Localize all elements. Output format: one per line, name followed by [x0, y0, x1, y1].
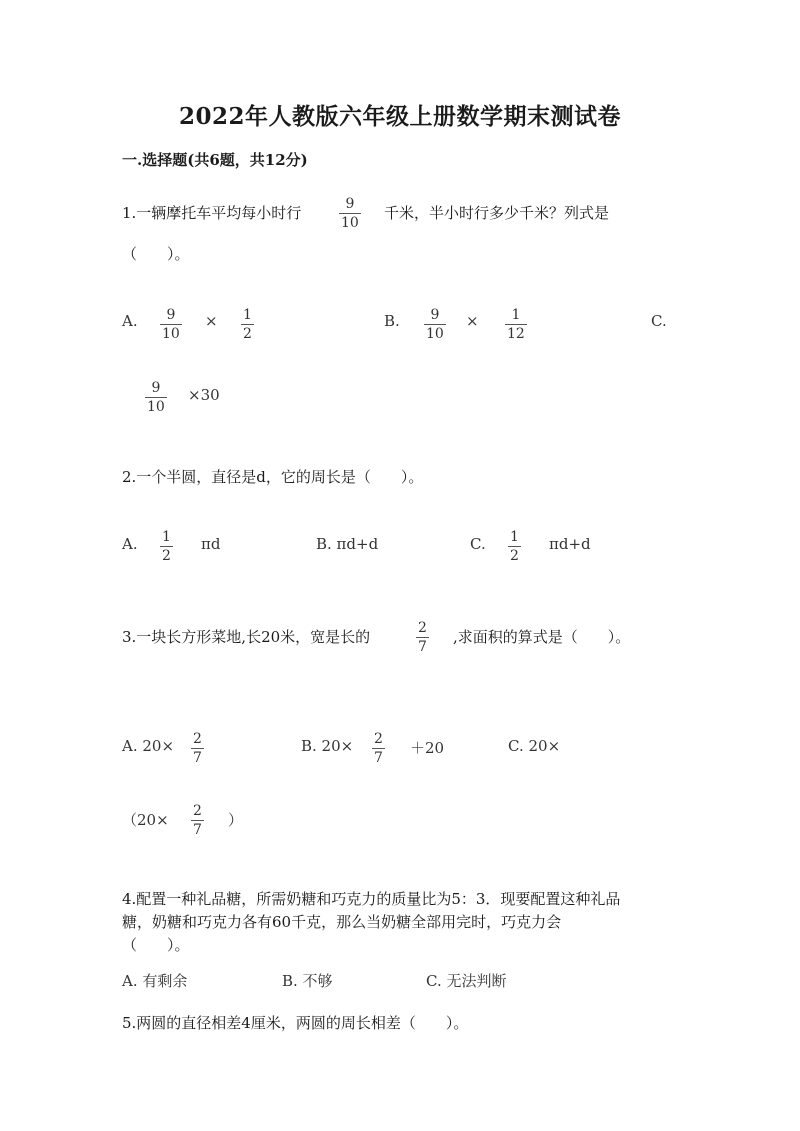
numerator: 1: [162, 529, 171, 545]
denominator: 2: [243, 326, 252, 342]
q3-option-b-label: B. 20×: [301, 737, 354, 755]
q2-option-b: B. πd+d: [316, 535, 379, 553]
q4-text-line-3: （ ）。: [122, 936, 190, 954]
fraction-bar: [416, 637, 429, 638]
q4-option-b: B. 不够: [282, 972, 333, 990]
q2-option-c-fraction: [508, 529, 521, 564]
q1-text-end: 千米，半小时行多少千米？列式是: [384, 204, 610, 222]
fraction-bar: [160, 546, 173, 547]
numerator: 9: [151, 380, 161, 396]
q1-fraction-denominator: 10: [341, 215, 359, 231]
fraction-bar: [505, 324, 527, 325]
numerator: 9: [430, 307, 440, 323]
q2-option-a-fraction: [160, 529, 173, 564]
numerator: 2: [374, 731, 383, 747]
q1-option-a-fraction-2: [241, 307, 254, 342]
q2-text: 2.一个半圆，直径是d，它的周长是（ ）。: [122, 468, 424, 486]
q1-option-c-tail: ×30: [188, 386, 220, 404]
q1-option-b-operator: ×: [466, 312, 479, 330]
fraction-bar: [424, 324, 446, 325]
fraction-bar: [145, 397, 167, 398]
q2-option-c-label: C.: [470, 535, 486, 553]
section-heading: 一.选择题(共6题，共12分): [122, 151, 308, 169]
numerator: 2: [193, 731, 202, 747]
q1-answer-blank: （ ）。: [122, 245, 190, 263]
fraction-bar: [191, 748, 204, 749]
q3-text-start: 3.一块长方形菜地,长20米，宽是长的: [122, 628, 371, 646]
q4-text-line-2: 糖，奶糖和巧克力各有60千克，那么当奶糖全部用完时，巧克力会: [122, 913, 562, 931]
q1-option-a-fraction-1: [160, 307, 182, 342]
denominator: 7: [193, 822, 202, 838]
q4-option-c: C. 无法判断: [426, 972, 507, 990]
numerator: 9: [166, 307, 176, 323]
q2-option-c-tail: πd+d: [549, 535, 591, 553]
numerator: 2: [418, 620, 427, 636]
q1-fraction: [339, 196, 361, 231]
q3-option-c-label: C. 20×: [508, 737, 561, 755]
q1-fraction-numerator: 9: [345, 196, 355, 212]
denominator: 10: [426, 326, 444, 342]
q2-option-a-label: A.: [122, 535, 138, 553]
fraction-bar: [339, 213, 361, 214]
q1-option-a-label: A.: [122, 312, 138, 330]
page-title: 2022年人教版六年级上册数学期末测试卷: [178, 103, 621, 130]
q3-option-a-label: A. 20×: [122, 737, 175, 755]
q3-text-end: ,求面积的算式是（ ）。: [453, 628, 631, 646]
q3-option-a-fraction: [191, 731, 204, 766]
q3-option-c-fraction: [191, 803, 204, 838]
q1-option-c-label: C.: [651, 312, 667, 330]
q1-option-b-label: B.: [384, 312, 400, 330]
denominator: 7: [374, 750, 383, 766]
q4-text-line-1: 4.配置一种礼品糖，所需奶糖和巧克力的质量比为5：3．现要配置这种礼品: [122, 890, 621, 908]
fraction-bar: [241, 324, 254, 325]
q5-text: 5.两圆的直径相差4厘米，两圆的周长相差（ ）。: [122, 1014, 469, 1032]
q3-option-c-close: ）: [228, 811, 244, 829]
q3-fraction: [416, 620, 429, 655]
q4-option-a: A. 有剩余: [122, 972, 188, 990]
fraction-bar: [508, 546, 521, 547]
q3-option-c-continued: （20×: [122, 811, 169, 829]
numerator: 1: [510, 529, 519, 545]
denominator: 2: [162, 548, 171, 564]
fraction-bar: [160, 324, 182, 325]
denominator: 12: [507, 326, 525, 342]
denominator: 2: [510, 548, 519, 564]
q1-option-b-fraction-1: [424, 307, 446, 342]
q3-option-b-fraction: [372, 731, 385, 766]
numerator: 2: [193, 803, 202, 819]
denominator: 10: [162, 326, 180, 342]
fraction-bar: [372, 748, 385, 749]
numerator: 1: [243, 307, 252, 323]
q1-text-start: 1.一辆摩托车平均每小时行: [122, 204, 302, 222]
denominator: 7: [193, 750, 202, 766]
numerator: 1: [511, 307, 521, 323]
q1-option-c-fraction: [145, 380, 167, 415]
q2-option-a-tail: πd: [201, 535, 221, 553]
q1-option-a-operator: ×: [205, 312, 218, 330]
denominator: 10: [147, 399, 165, 415]
fraction-bar: [191, 820, 204, 821]
q1-option-b-fraction-2: [505, 307, 527, 342]
denominator: 7: [418, 639, 427, 655]
q3-option-b-tail: ＋20: [410, 739, 445, 757]
